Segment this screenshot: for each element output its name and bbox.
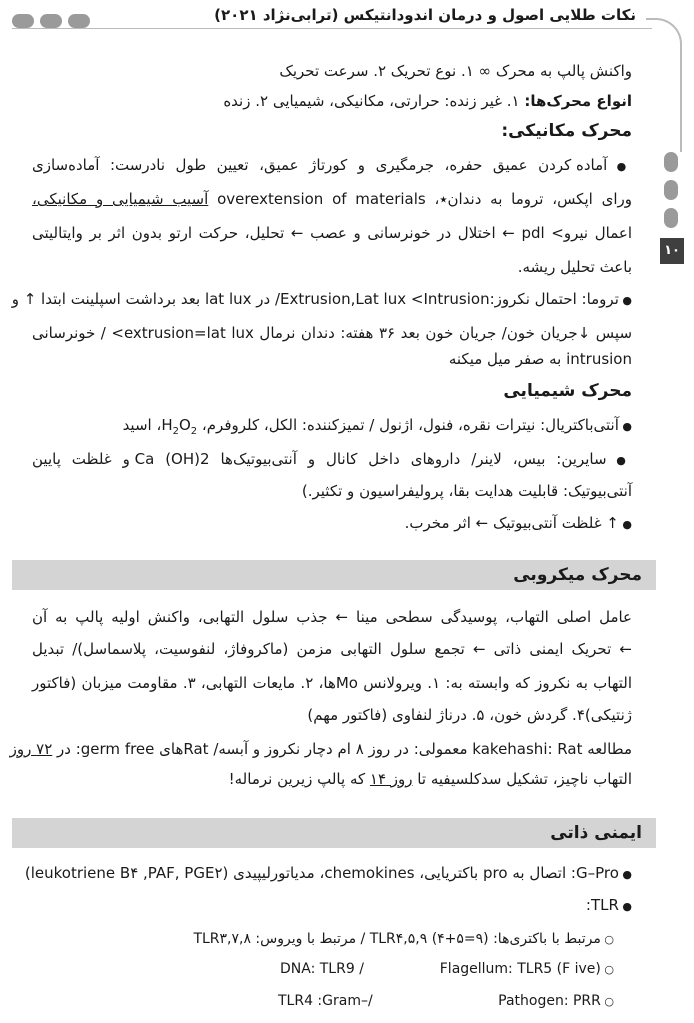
microbial-l6-end: که پالپ زیرین نرماله! [228,770,370,788]
microbial-day-14: روز ۱۴ [369,770,413,788]
microbial-line-6 [32,768,632,790]
microbial-line-2: ← تحریک ایمنی ذاتی ← تجمع سلول التهابی مزمن (ماکروفاژ، لنفوسیت، پلاسماسل)/ تبدیل [32,640,632,658]
intro-types-text: ۱. غیر زنده: حرارتی، مکانیکی، شیمیایی ۲. زنده [223,92,525,110]
mechanical-bullet-1-line-2 [32,188,632,210]
tlr-sub-dna: DNA: TLR9 / [280,961,364,977]
book-title: نکات طلایی اصول و درمان اندودانتیکس (ترابی‌نژاد ۲۰۲۱) [214,6,636,24]
page-number: ۱۰ [660,238,684,264]
formula-h: H [161,416,173,434]
mechanical-bullet-2-line-3: intrusion به صفر میل میکنه [448,350,632,368]
mechanical-bullet-1-line-4: باعث تحلیل ریشه. [517,258,632,276]
chemical-bullet-1 [32,414,632,443]
microbial-title: محرک میکروبی [513,565,642,585]
intro-types-label: انواع محرک‌ها: [524,92,632,110]
header-pill-2 [40,14,62,28]
intro-line-2 [32,90,632,112]
mechanical-title: محرک مکانیکی: [501,121,632,141]
kakehashi-text: مطالعه kakehashi: Rat معمولی: در روز ۸ ام دچار نکروز و آبسه/ Ratهای germ free: در [52,740,632,758]
mechanical-bullet-2-line-1: ● تروما: احتمال نکروز:Extrusion,Lat lux <Intrusion/ در lat lux بعد برداشت اسپلینت ابتدا ↑ و [32,288,632,312]
tlr-sub-gram: TLR4 :Gram–/ [278,993,373,1009]
mechanical-b1-text: ورای اپکس، تروما به دندان٭، overextension of materials [208,190,632,208]
header-pill-3 [68,14,90,28]
side-tab-1 [664,152,678,172]
intro-line-1: واکنش پالپ به محرک ∞ ۱. نوع تحریک ۲. سرعت تحریک [279,62,632,80]
mechanical-bullet-1-line-1: ● آماده کردن عمیق حفره، جرمگیری و کورتاژ عمیق، تعیین طول نادرست: آماده‌سازی [32,154,632,178]
side-tab-3 [664,208,678,228]
h2o2-formula [161,416,198,437]
innate-bullet-1: ● G–Pro: اتصال به pro باکتریایی، chemokines، مدیاتورلیپیدی (leukotriene B۴ ,PAF, PGE۲) [32,862,632,886]
mechanical-bullet-1-line-3: اعمال نیرو> pdl ← اختلال در خونرسانی و عصب ← تحلیل، حرکت ارتو بدون اثر بر وایتالیتی [32,224,632,242]
chemical-bullet-3: ● ↑ غلظت آنتی‌بیوتیک ← اثر مخرب. [32,512,632,536]
microbial-l6-text: التهاب ناچیز، تشکیل سدکلسیفیه تا [412,770,632,788]
kakehashi-72-days: ۷۲ روز [9,740,53,758]
chemical-b1-acid: ، اسید [122,416,162,434]
chemical-b1-text: آنتی‌باکتریال: نیترات نقره، فنول، اژنول / تمیزکننده: الکل، کلروفرم، [197,416,619,434]
innate-title: ایمنی ذاتی [550,823,642,843]
formula-sub-1: 2 [172,426,179,437]
header-corner [646,18,682,54]
formula-sub-2: 2 [190,426,198,437]
tlr-sub-bacteria-virus: ○ مرتبط با باکتری‌ها: TLR۴,۵,۹ (۴+۵=۹) / مرتبط با ویروس: TLR۳,۷,۸ [193,928,614,951]
chemical-bullet-2-line-1: ● سایرین: بیس، لاینر/ داروهای داخل کانال و آنتی‌بیوتیک‌ها Ca (OH)2 و غلظت پایین [32,448,632,472]
chemical-bullet-2-line-2: آنتی‌بیوتیک: قابلیت هدایت بقا، پرولیفراسیون و تکثیر.) [301,482,632,500]
formula-o: O [178,416,191,434]
tlr-sub-pathogen: ○ Pathogen: PRR [498,990,614,1013]
edge-line [680,52,682,152]
mechanical-bullet-2-line-2: سپس ↓جریان خون/ جریان خون بعد ۳۶ هفته: دندان نرمال extrusion=lat lux> / خونرسانی [32,324,633,342]
microbial-line-4: ژنتیکی)۴. گردش خون، ۵. درناژ لنفاوی (فاکتور مهم) [307,706,632,724]
innate-bullet-tlr: ● TLR: [32,894,632,918]
tlr-sub-flagellum: ○ Flagellum: TLR5 (F ive) [440,958,614,981]
microbial-line-3: التهاب به نکروز که وابسته به: ۱. ویرولانس Moها، ۲. مایعات التهابی، ۳. مقاومت میزبان (فاکتور [32,674,633,692]
side-tab-2 [664,180,678,200]
header-divider [12,28,652,29]
header-pill-1 [12,14,34,28]
microbial-line-1: عامل اصلی التهاب، پوسیدگی سطحی مینا ← جذب سلول التهابی، واکنش اولیه پالپ به آن [32,608,632,626]
microbial-line-5 [9,738,632,760]
chemical-title: محرک شیمیایی [503,381,632,401]
mechanical-b1-underlined: آسیب شیمیایی و مکانیکی، [32,190,209,208]
